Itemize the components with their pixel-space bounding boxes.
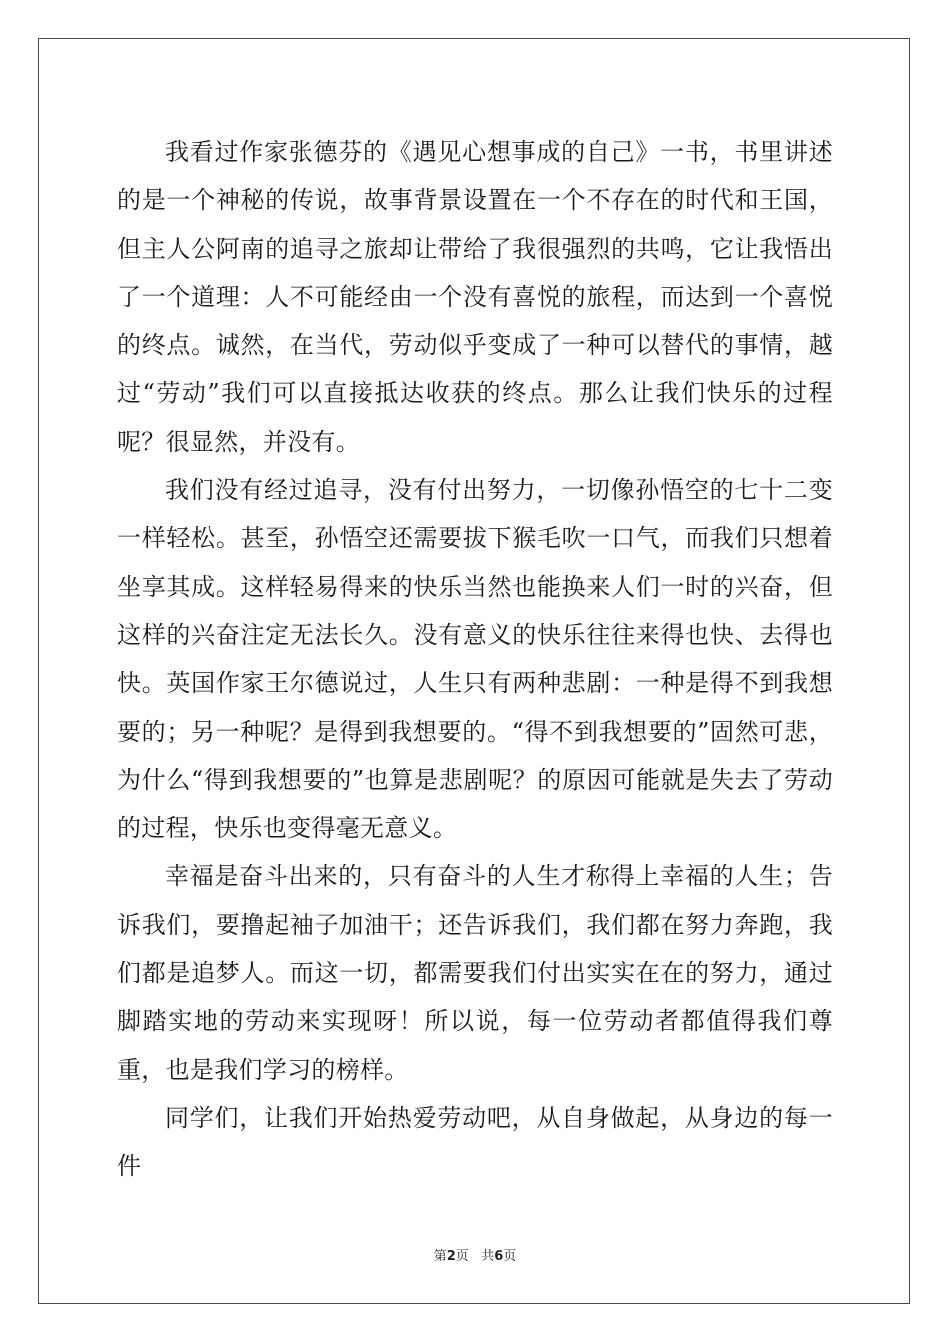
paragraph-2: 我们没有经过追寻，没有付出努力，一切像孙悟空的七十二变一样轻松。甚至，孙悟空还需要拔下猴毛吹一口气，而我们只想着坐享其成。这样轻易得来的快乐当然也能换来人们一时的兴奋，但这样的兴奋注定无法长久。没有意义的快乐往往来得也快、去得也快。英国作家王尔德说过，人生只有两种悲剧：一种是得不到我想要的；另一种呢？是得到我想要的。“得不到我想要的”固然可悲，为什么“得到我想要的”也算是悲剧呢？的原因可能就是失去了劳动的过程，快乐也变得毫无意义。: [117, 476, 833, 843]
total-suffix: 页: [503, 1249, 517, 1264]
total-pages: 6: [494, 1249, 504, 1264]
page-suffix: 页: [455, 1249, 469, 1264]
page-prefix: 第: [433, 1249, 447, 1264]
total-prefix: 共: [481, 1249, 495, 1264]
paragraph-1: 我看过作家张德芬的《遇见心想事成的自己》一书，书里讲述的是一个神秘的传说，故事背景设置在一个不存在的时代和王国，但主人公阿南的追寻之旅却让带给了我很强烈的共鸣，它让我悟出了一个道理：人不可能经由一个没有喜悦的旅程，而达到一个喜悦的终点。诚然，在当代，劳动似乎变成了一种可以替代的事情，越过“劳动”我们可以直接抵达收获的终点。那么让我们快乐的过程呢？很显然，并没有。: [117, 138, 833, 456]
document-body: [117, 128, 833, 1191]
paragraph-4: 同学们，让我们开始热爱劳动吧，从自身做起，从身边的每一件: [117, 1103, 833, 1181]
paragraph-3: 幸福是奋斗出来的，只有奋斗的人生才称得上幸福的人生；告诉我们，要撸起袖子加油干；还告诉我们，我们都在努力奔跑，我们都是追梦人。而这一切，都需要我们付出实实在在的努力，通过脚踏实地的劳动来实现呀！所以说，每一位劳动者都值得我们尊重，也是我们学习的榜样。: [117, 862, 833, 1084]
page-number: 2: [446, 1249, 456, 1264]
page-footer: [0, 1245, 950, 1264]
